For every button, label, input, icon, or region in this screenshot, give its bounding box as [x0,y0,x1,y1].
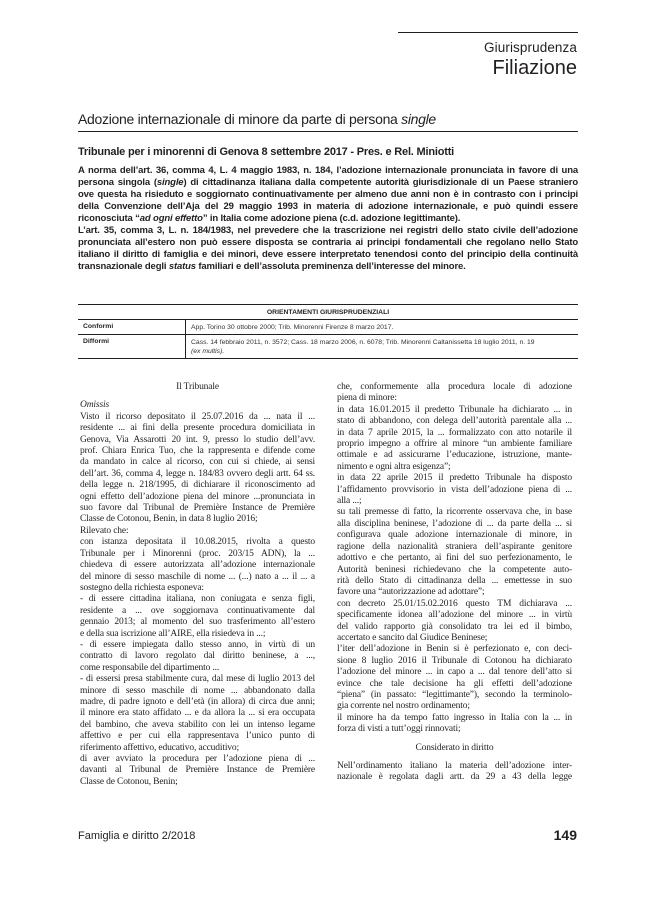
text-line: della legge n. 218/1995, di dichiarare il riconoscimento ad [80,480,315,491]
text-line: Classe de Cotonou, Benin; [80,776,178,787]
row-label: Difformi [78,335,186,358]
text-line: forza di visti a tutt’oggi rinnovati; [337,724,461,735]
text-line: il minore ha da tempo fatto ingresso in Italia con la ... in [337,712,572,723]
text-line: che, conformemente alla procedura locale di adozione [337,382,572,392]
text-line: proprio impegno a offrire al minore “un ambiente familiare [337,439,572,450]
text-line: l’affidamento provvisorio in vista dell’adozione piena di ... [337,484,572,495]
text-line: Visto il ricorso depositato il 25.07.2016 da ... nata il ... [80,411,315,422]
header-rule [398,32,578,33]
text-line: il minore era stato affidato ... e da allora la ... si era occupata [80,708,315,719]
table-row [78,320,578,335]
row-value: Cass. 14 febbraio 2011, n. 3572; Cass. 18 marzo 2006, n. 6078; Trib. Minorenni Caltanissetta 18 luglio 2011, n. 19 (ex multis). [191,339,535,355]
text-line: affettivo e per cui ella rappresentava l’unico punto di [80,731,315,742]
text-line: suo favore dal Tribunal de Première Instance de Première [80,503,315,514]
section-heading: Considerato in diritto [415,742,494,753]
text-line: Nell’ordinamento italiano la materia dell’adozione inter- [337,761,572,771]
text-line: “piena” (in passato: “legittimante”), secondo la terminolo- [337,689,572,700]
text-line: gia corrente nel nostro ordinamento; [337,701,470,712]
article-title-main: Adozione internazionale di minore da parte di persona [78,111,398,127]
text-line: minore di sesso maschile di nome ... abbandonato dalla [80,685,315,696]
text-line: Classe de Cotonou, Benin, in data 8 luglio 2016; [80,514,258,525]
text-line: favore una “autorizzazione ad adottare”; [337,587,485,598]
title-rule [78,131,578,132]
text-line: residente a ... ove soggiornava continuativamente dal [80,605,315,616]
text-line: configurava quale adozione internazionale di minore, in [337,530,572,541]
text-line: l’iter dell’adozione in Benin si è perfezionato e, con deci- [337,644,572,655]
text-line: riferimento affettivo, educativo, accuditivo; [80,742,239,753]
section-category: Giurisprudenza [484,40,577,55]
text-line: specificamente idonea all’adozione del minore ... in virtù [337,610,572,621]
text-line: prof. Chiara Enrica Tuo, che la rappresenta e difende come [80,446,315,457]
text-line: - di essersi presa stabilmente cura, dal mese di luglio 2013 del [80,674,315,685]
table-row [78,335,578,359]
text-line: Omissis [80,400,110,411]
text-line: in data 7 aprile 2015, la ... formalizzato con atto notarile il [337,427,572,438]
text-line: di aver avviato la procedura per l’adozione piena di ... [80,754,315,764]
text-line: l’adozione del minore ... in capo a ... dal tenore dell’atto si [337,667,572,678]
massima-paragraph-2: L’art. 35, comma 3, L. n. 184/1983, nel prevedere che la trascrizione nei registri dello stato civile dell’adozione pronunciata all’estero non può essere disposta se contraria ai principi fondamentali che regolano nello Stato italiano il diritto di famiglia e dei minori, deve essere interpretato tenendosi conto del principio della continuità transnazionale degli status familiari e dell’assoluta preminenza dell’interesse del minore. [78,225,578,272]
text-line: ottimale e ad assicurarne l’educazione, istruzione, mante- [337,450,572,461]
text-line: - di essere impiegata dallo stesso anno, in virtù di un [80,639,315,650]
page-number: 149 [553,827,577,843]
text-line: ragione della nazionalità straniera dell’aspirante genitore [337,541,572,552]
text-line: del minore di sesso maschile di nome ... (...) nato a ... il ... a [80,571,315,582]
text-line: Autorità beninesi richiedevano che la competente auto- [337,564,572,575]
massima [78,165,578,273]
text-line: contratto di lavoro regolato dal diritto beninese, a ..., [80,651,315,662]
text-line: sostegno della richiesta esponeva: [80,582,204,593]
text-line: nazionale è regolata dagli artt. da 29 a 43 della legge [337,772,572,783]
court-line: Tribunale per i minorenni di Genova 8 settembre 2017 - Pres. e Rel. Miniotti [78,146,455,158]
journal-name: Famiglia e diritto 2/2018 [78,830,196,842]
row-label: Conformi [78,320,186,334]
text-line: alla disciplina beninese, l’adozione di ... da parte della ... si [337,518,572,529]
text-line: con istanza depositata il 10.08.2015, rivolta a questo [80,537,315,548]
text-line: su tali premesse di fatto, la ricorrente osservava che, in base [337,507,572,518]
text-line: Rilevato che: [80,525,129,536]
text-line: accertato e sancito dal Giudice Beninese; [337,632,488,643]
text-line: da mandato in calce al ricorso, con cui si chiede, ai sensi [80,457,315,468]
text-line: adottivo e che pertanto, ai fini del suo perfezionamento, le [337,553,572,564]
text-line: ogni effetto dell’adozione piena del minore ...pronunciata in [80,491,315,502]
article-title [78,111,436,127]
text-line: chiedeva di essere autorizzata all’adozione internazionale [80,560,315,571]
text-line: alla ...; [337,496,362,507]
text-line: come responsabile del dipartimento ... [80,662,220,673]
orientamenti-table [78,304,578,359]
text-line: davanti al Tribunal de Première Instance de Première [80,765,315,776]
section-heading: Il Tribunale [176,382,219,392]
text-line: in data 22 aprile 2015 il predetto Tribunale ha disposto [337,473,572,484]
text-line: evince che tale decisione ha gli effetti dell’adozione [337,678,572,689]
text-column-left [80,382,315,788]
text-line: Tribunale per i Minorenni (proc. 203/15 ADN), la ... [80,548,315,559]
text-line: stato di abbandono, con delega dell’autorità parentale alla ... [337,416,572,427]
text-line: e della sua iscrizione all’AIRE, ella risiedeva in ...; [80,628,266,639]
article-title-italic: single [401,111,436,127]
text-line: sione 8 luglio 2016 il Tribunale di Cotonou ha dichiarato [337,655,572,666]
text-column-right [337,382,572,784]
text-line: del bambino, che aveva stabilito con lei un intenso legame [80,719,315,730]
massima-paragraph-1: A norma dell’art. 36, comma 4, L. 4 maggio 1983, n. 184, l’adozione internazionale pronunciata in favore di una persona singola (single) di cittadinanza italiana dalla competente autorità giurisdizionale di un Paese straniero ove questa ha risieduto e soggiornato continuativamente per almeno due anni non è in contrasto con i principi della Convenzione dell’Aja del 29 maggio 1993 in materia di adozione internazionale, e può quindi essere riconosciuta “ad ogni effetto” in Italia come adozione piena (c.d. adozione legittimante). [78,165,578,224]
row-value: App. Torino 30 ottobre 2000; Trib. Minorenni Firenze 8 marzo 2017. [191,324,394,331]
section-title: Filiazione [492,57,577,79]
text-line: in data 16.01.2015 il predetto Tribunale ha dichiarato ... in [337,404,572,415]
text-line: madre, di padre ignoto e dell’età (in allora) di circa due anni; [80,696,315,707]
text-line: gennaio 2013; al momento del suo trasferimento all’estero [80,617,315,628]
text-line: rità dello Stato di cittadinanza della ... emettesse in suo [337,575,572,586]
text-line: nimento e ogni altra esigenza”; [337,461,451,472]
orientamenti-title: ORIENTAMENTI GIURISPRUDENZIALI [78,304,578,320]
text-line: residente ... ai fini della presente procedura domiciliata in [80,423,315,434]
text-line: del valido rapporto già consolidato tra lei ed il bimbo, [337,621,572,632]
text-line: dell’art. 36, comma 4, legge n. 184/83 ovvero degli artt. 64 ss. [80,468,315,479]
text-line: piena di minore: [337,393,397,404]
text-line: - di essere cittadina italiana, non coniugata e senza figli, [80,594,315,605]
text-line: con decreto 25.01/15.02.2016 questo TM dichiarava ... [337,598,572,609]
text-line: Genova, Via Assarotti 20 int. 9, presso lo studio dell’avv. [80,434,315,445]
